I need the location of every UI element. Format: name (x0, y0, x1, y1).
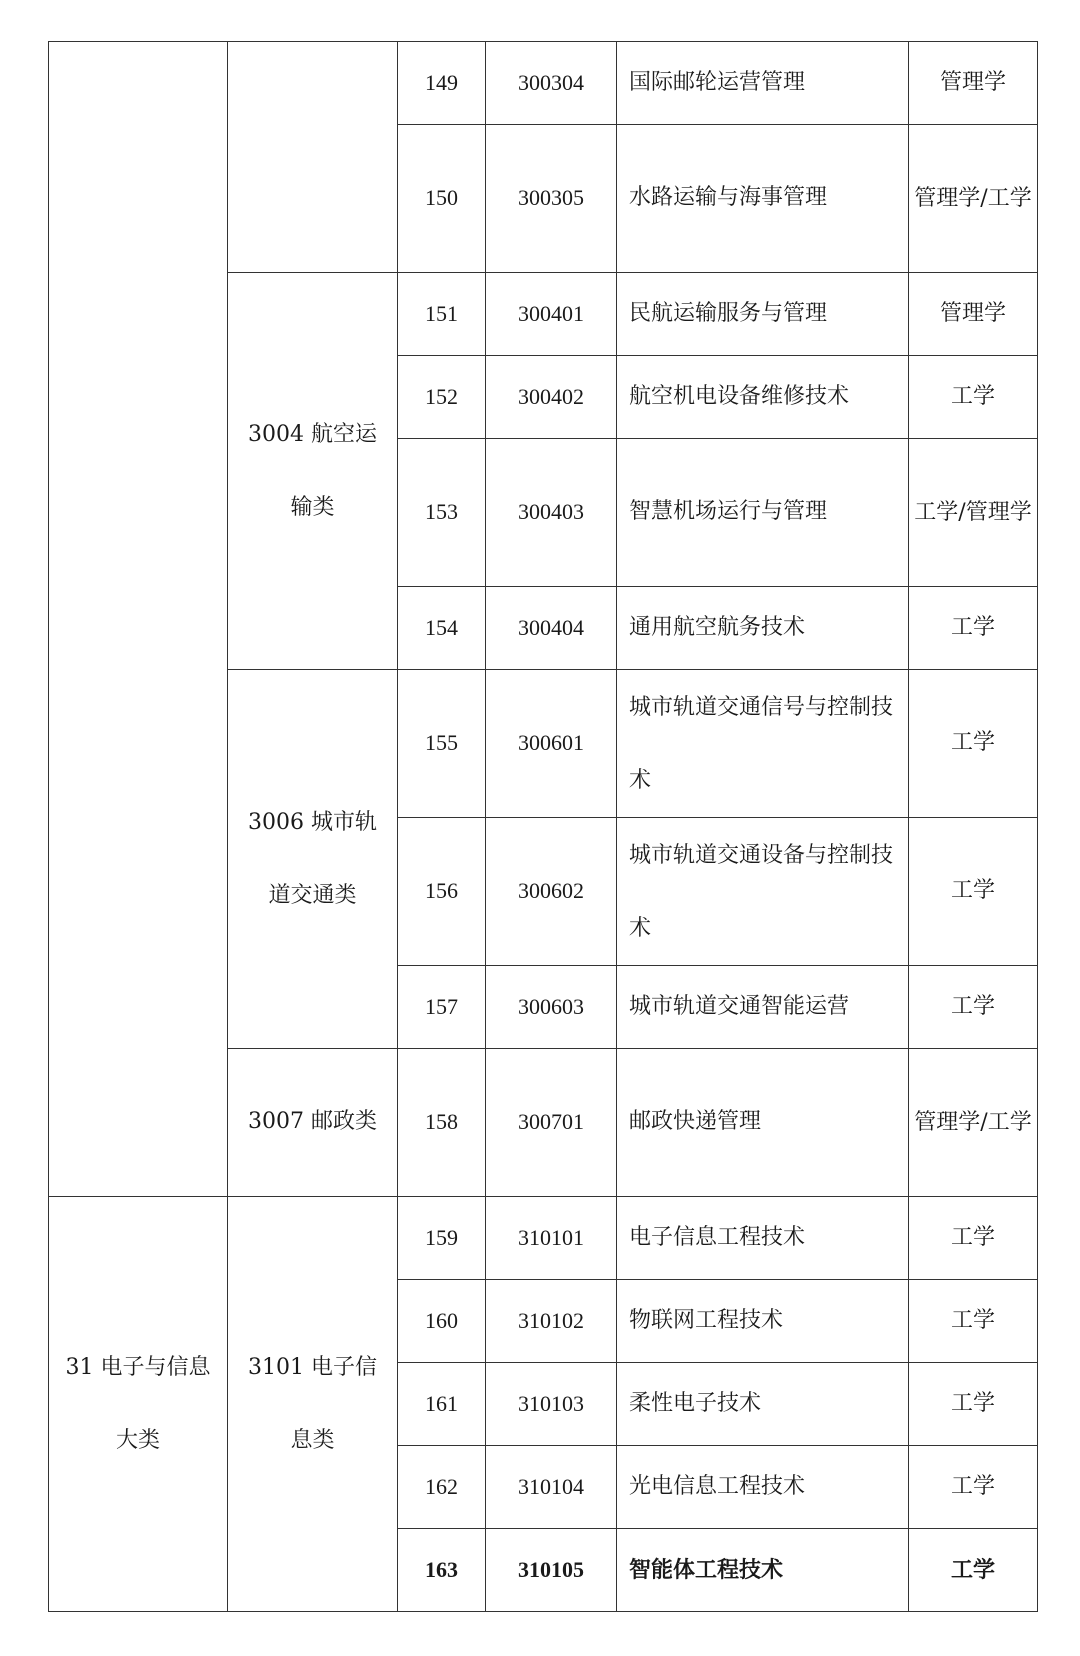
major-name-cell: 城市轨道交通智能运营 (617, 966, 909, 1049)
code-cell: 310104 (486, 1446, 617, 1529)
discipline-cell: 工学 (909, 966, 1038, 1049)
discipline-cell: 工学 (909, 670, 1038, 818)
seq-cell: 162 (398, 1446, 486, 1529)
major-name-cell: 电子信息工程技术 (617, 1197, 909, 1280)
discipline-cell: 工学 (909, 1529, 1038, 1612)
code-cell: 300304 (486, 42, 617, 125)
code-cell: 300401 (486, 273, 617, 356)
seq-cell: 161 (398, 1363, 486, 1446)
major-name-cell: 柔性电子技术 (617, 1363, 909, 1446)
code-cell: 300305 (486, 125, 617, 273)
seq-cell: 158 (398, 1049, 486, 1197)
code-cell: 310103 (486, 1363, 617, 1446)
code-cell: 310101 (486, 1197, 617, 1280)
code-cell: 310102 (486, 1280, 617, 1363)
seq-cell: 149 (398, 42, 486, 125)
major-name-cell: 民航运输服务与管理 (617, 273, 909, 356)
major-name-cell: 光电信息工程技术 (617, 1446, 909, 1529)
group-cell (228, 42, 398, 273)
discipline-cell: 管理学 (909, 273, 1038, 356)
group-cell: 3006 城市轨道交通类 (228, 670, 398, 1049)
table-row (49, 42, 1038, 125)
seq-cell: 155 (398, 670, 486, 818)
seq-cell: 159 (398, 1197, 486, 1280)
group-cell: 3004 航空运输类 (228, 273, 398, 670)
major-name-cell: 水路运输与海事管理 (617, 125, 909, 273)
group-cell: 3101 电子信息类 (228, 1197, 398, 1612)
code-cell: 300404 (486, 587, 617, 670)
major-name-cell: 智能体工程技术 (617, 1529, 909, 1612)
discipline-cell: 管理学/工学 (909, 1049, 1038, 1197)
major-name-cell: 航空机电设备维修技术 (617, 356, 909, 439)
seq-cell: 153 (398, 439, 486, 587)
seq-cell: 150 (398, 125, 486, 273)
discipline-cell: 工学 (909, 1280, 1038, 1363)
discipline-cell: 工学 (909, 356, 1038, 439)
discipline-cell: 工学 (909, 587, 1038, 670)
major-name-cell: 国际邮轮运营管理 (617, 42, 909, 125)
major-name-cell: 通用航空航务技术 (617, 587, 909, 670)
category-cell: 31 电子与信息大类 (49, 1197, 228, 1612)
discipline-cell: 工学 (909, 1446, 1038, 1529)
discipline-cell: 管理学/工学 (909, 125, 1038, 273)
discipline-cell: 工学 (909, 1363, 1038, 1446)
code-cell: 300602 (486, 818, 617, 966)
seq-cell: 157 (398, 966, 486, 1049)
code-cell: 300402 (486, 356, 617, 439)
major-name-cell: 城市轨道交通设备与控制技术 (617, 818, 909, 966)
discipline-cell: 管理学 (909, 42, 1038, 125)
group-cell: 3007 邮政类 (228, 1049, 398, 1197)
seq-cell: 152 (398, 356, 486, 439)
code-cell: 310105 (486, 1529, 617, 1612)
code-cell: 300601 (486, 670, 617, 818)
major-name-cell: 智慧机场运行与管理 (617, 439, 909, 587)
major-name-cell: 物联网工程技术 (617, 1280, 909, 1363)
code-cell: 300701 (486, 1049, 617, 1197)
table-row (49, 1197, 1038, 1280)
seq-cell: 163 (398, 1529, 486, 1612)
major-catalog-table (48, 41, 1038, 1612)
seq-cell: 156 (398, 818, 486, 966)
seq-cell: 151 (398, 273, 486, 356)
major-name-cell: 邮政快递管理 (617, 1049, 909, 1197)
discipline-cell: 工学 (909, 818, 1038, 966)
seq-cell: 160 (398, 1280, 486, 1363)
code-cell: 300403 (486, 439, 617, 587)
category-cell (49, 42, 228, 1197)
major-name-cell: 城市轨道交通信号与控制技术 (617, 670, 909, 818)
discipline-cell: 工学/管理学 (909, 439, 1038, 587)
code-cell: 300603 (486, 966, 617, 1049)
seq-cell: 154 (398, 587, 486, 670)
discipline-cell: 工学 (909, 1197, 1038, 1280)
